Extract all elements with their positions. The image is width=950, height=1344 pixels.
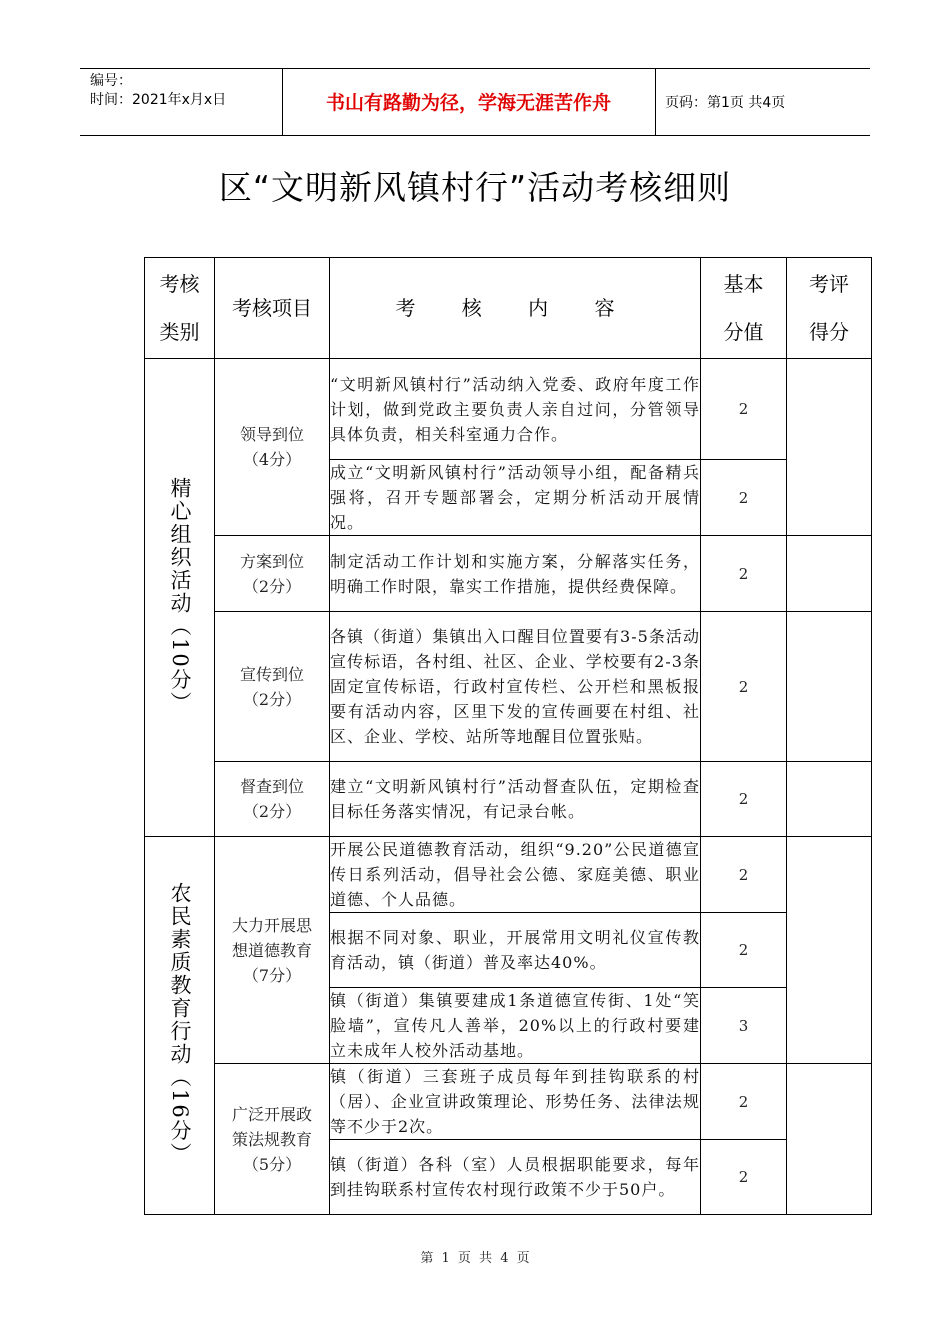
header-meta bbox=[90, 72, 226, 110]
content-cell: 镇（街道）集镇要建成1条道德宣传街、1处“笑脸墙”，宣传凡人善举，20%以上的行政村要建立未成年人校外活动基地。 bbox=[330, 988, 701, 1064]
header-motto: 书山有路勤为径，学海无涯苦作舟 bbox=[325, 92, 611, 114]
table-row bbox=[145, 359, 872, 460]
item-cell: 大力开展思 想道德教育 （7分） bbox=[215, 837, 330, 1064]
base-score: 2 bbox=[701, 1140, 787, 1215]
eval-score-cell bbox=[787, 359, 872, 536]
base-score: 2 bbox=[701, 460, 787, 536]
table-row bbox=[145, 837, 872, 913]
category-label: 农民素质教育行动（16分） bbox=[168, 881, 192, 1166]
eval-score-cell bbox=[787, 1064, 872, 1215]
base-score: 2 bbox=[701, 1064, 787, 1140]
base-score: 2 bbox=[701, 359, 787, 460]
header-item: 考核项目 bbox=[215, 258, 330, 359]
content-cell: 成立“文明新风镇村行”活动领导小组，配备精兵强将，召开专题部署会，定期分析活动开展情况。 bbox=[330, 460, 701, 536]
base-score: 2 bbox=[701, 913, 787, 988]
base-score: 2 bbox=[701, 536, 787, 612]
page-footer: 第 1 页 共 4 页 bbox=[420, 1251, 530, 1266]
time-label: 时间：2021年x月x日 bbox=[90, 92, 227, 108]
header-divider bbox=[655, 68, 656, 135]
eval-score-cell bbox=[787, 612, 872, 762]
eval-score-cell bbox=[787, 762, 872, 837]
eval-score-cell bbox=[787, 536, 872, 612]
content-cell: 各镇（街道）集镇出入口醒目位置要有3-5条活动宣传标语，各村组、社区、企业、学校要有2-3条固定宣传标语，行政村宣传栏、公开栏和黑板报要有活动内容，区里下发的宣传画要在村组、社区、企业、学校、站所等地醒目位置张贴。 bbox=[330, 612, 701, 762]
content-cell: 制定活动工作计划和实施方案，分解落实任务，明确工作时限，靠实工作措施，提供经费保障。 bbox=[330, 536, 701, 612]
assessment-table bbox=[144, 257, 872, 1215]
content-cell: 镇（街道）三套班子成员每年到挂钩联系的村（居）、企业宣讲政策理论、形势任务、法律法规等不少于2次。 bbox=[330, 1064, 701, 1140]
category-cell bbox=[145, 837, 215, 1215]
item-cell: 督查到位 （2分） bbox=[215, 762, 330, 837]
content-cell: “文明新风镇村行”活动纳入党委、政府年度工作计划，做到党政主要负责人亲自过问，分管领导具体负责，相关科室通力合作。 bbox=[330, 359, 701, 460]
header-eval-score: 考评 得分 bbox=[787, 258, 872, 359]
content-cell: 根据不同对象、职业，开展常用文明礼仪宣传教育活动，镇（街道）普及率达40%。 bbox=[330, 913, 701, 988]
item-cell: 宣传到位 （2分） bbox=[215, 612, 330, 762]
content-cell: 镇（街道）各科（室）人员根据职能要求，每年到挂钩联系村宣传农村现行政策不少于50户。 bbox=[330, 1140, 701, 1215]
table-header-row bbox=[145, 258, 872, 359]
header-bottom-rule bbox=[80, 135, 870, 136]
table-row bbox=[145, 612, 872, 762]
table-row bbox=[145, 1064, 872, 1140]
base-score: 2 bbox=[701, 762, 787, 837]
base-score: 2 bbox=[701, 837, 787, 913]
item-cell: 广泛开展政 策法规教育 （5分） bbox=[215, 1064, 330, 1215]
header-base-score: 基本 分值 bbox=[701, 258, 787, 359]
header-content: 考 核 内 容 bbox=[330, 258, 701, 359]
eval-score-cell bbox=[787, 837, 872, 1064]
category-label: 精心组织活动（10分） bbox=[168, 476, 192, 715]
number-label: 编号： bbox=[90, 73, 132, 89]
item-cell: 方案到位 （2分） bbox=[215, 536, 330, 612]
content-cell: 开展公民道德教育活动，组织“9.20”公民道德宣传日系列活动，倡导社会公德、家庭美德、职业道德、个人品德。 bbox=[330, 837, 701, 913]
table-row bbox=[145, 536, 872, 612]
header-page-label: 页码：第1页 共4页 bbox=[665, 94, 786, 111]
content-cell: 建立“文明新风镇村行”活动督查队伍，定期检查目标任务落实情况，有记录台帐。 bbox=[330, 762, 701, 837]
category-cell bbox=[145, 359, 215, 837]
document-title: 区“文明新风镇村行”活动考核细则 bbox=[218, 168, 732, 207]
header-category: 考核 类别 bbox=[145, 258, 215, 359]
table-row bbox=[145, 762, 872, 837]
item-cell: 领导到位 （4分） bbox=[215, 359, 330, 536]
base-score: 2 bbox=[701, 612, 787, 762]
base-score: 3 bbox=[701, 988, 787, 1064]
